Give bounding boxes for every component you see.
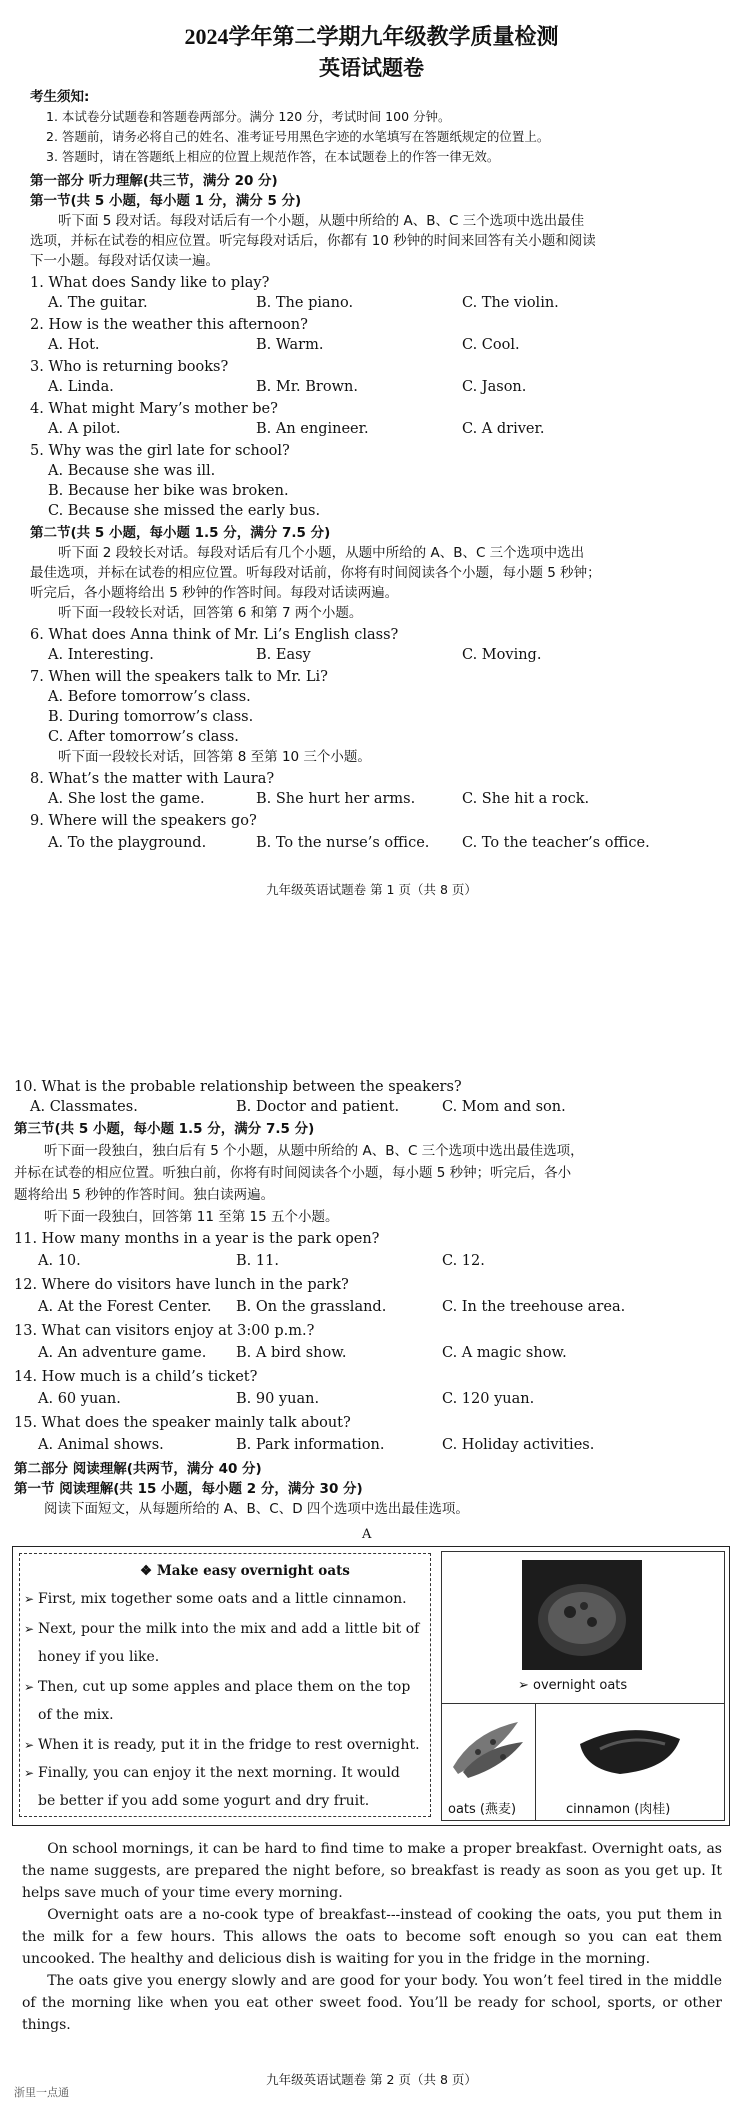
question-15: 15. What does the speaker mainly talk about? [14, 1415, 351, 1431]
recipe-step-text: Next, pour the milk into the mix and add a little bit of [38, 1621, 420, 1637]
recipe-step-text: Then, cut up some apples and place them on the top [38, 1679, 411, 1695]
option-b[interactable]: B. Warm. [256, 337, 324, 353]
recipe-step-cont: honey if you like. [38, 1649, 160, 1665]
question-6: 6. What does Anna think of Mr. Li’s English class? [30, 627, 399, 643]
question-8: 8. What’s the matter with Laura? [30, 771, 275, 787]
question-5: 5. Why was the girl late for school? [30, 443, 290, 459]
option-a[interactable]: A. A pilot. [48, 421, 121, 437]
option-b[interactable]: B. The piano. [256, 295, 354, 311]
option-c[interactable]: C. To the teacher’s office. [462, 835, 650, 851]
option-b[interactable]: B. 90 yuan. [236, 1391, 320, 1407]
option-c[interactable]: C. The violin. [462, 295, 559, 311]
overnight-oats-image-cell [441, 1551, 725, 1705]
part2-section1-title: 第一节 阅读理解(共 15 小题，每小题 2 分，满分 30 分) [14, 1481, 363, 1497]
section2-title: 第二节(共 5 小题，每小题 1.5 分，满分 7.5 分) [30, 525, 331, 541]
recipe-step-cont: be better if you add some yogurt and dry fruit. [38, 1793, 370, 1809]
diamond-icon: ❖ [140, 1563, 157, 1579]
recipe-step [24, 1620, 420, 1638]
part2-title: 第二部分 阅读理解(共两节，满分 40 分) [14, 1461, 262, 1477]
option-a[interactable]: A. To the playground. [48, 835, 207, 851]
question-1: 1. What does Sandy like to play? [30, 275, 270, 291]
option-a[interactable]: A. An adventure game. [38, 1345, 207, 1361]
question-11: 11. How many months in a year is the park open? [14, 1231, 380, 1247]
section2-subinstruction: 听下面一段较长对话，回答第 8 至第 10 三个小题。 [58, 749, 371, 765]
option-b[interactable]: B. Because her bike was broken. [48, 483, 289, 499]
option-c[interactable]: C. Because she missed the early bus. [48, 503, 321, 519]
page-footer: 九年级英语试题卷 第 1 页（共 8 页） [266, 882, 477, 897]
exam-page-2 [0, 1060, 743, 2102]
arrow-bullet-icon: ➢ [518, 1678, 534, 1693]
cinnamon-photo [570, 1714, 690, 1784]
oats-caption: oats (燕麦) [448, 1802, 517, 1817]
exam-subtitle: 英语试题卷 [319, 56, 424, 80]
option-c[interactable]: C. Mom and son. [442, 1099, 566, 1115]
notice-item: 3. 答题时，请在答题纸上相应的位置上规范作答，在本试题卷上的作答一律无效。 [46, 149, 500, 164]
passage-label: A [362, 1527, 372, 1542]
recipe-step-cont: of the mix. [38, 1707, 114, 1723]
option-b[interactable]: B. During tomorrow’s class. [48, 709, 254, 725]
option-b[interactable]: B. A bird show. [236, 1345, 347, 1361]
option-b[interactable]: B. Park information. [236, 1437, 385, 1453]
option-a[interactable]: A. Animal shows. [38, 1437, 164, 1453]
question-4: 4. What might Mary’s mother be? [30, 401, 278, 417]
part2-section1-instruction: 阅读下面短文，从每题所给的 A、B、C、D 四个选项中选出最佳选项。 [44, 1501, 469, 1517]
section2-instruction: 最佳选项，并标在试卷的相应位置。听每段对话前，你将有时间阅读各个小题，每小题 5 秒钟； [30, 565, 601, 581]
option-c[interactable]: C. She hit a rock. [462, 791, 590, 807]
question-7: 7. When will the speakers talk to Mr. Li? [30, 669, 328, 685]
option-a[interactable]: A. At the Forest Center. [38, 1299, 212, 1315]
recipe-title: Make easy overnight oats [156, 1563, 350, 1579]
option-b[interactable]: B. To the nurse’s office. [256, 835, 430, 851]
option-c[interactable]: C. A driver. [462, 421, 545, 437]
question-2: 2. How is the weather this afternoon? [30, 317, 308, 333]
option-c[interactable]: C. Moving. [462, 647, 542, 663]
section2-subinstruction: 听下面一段较长对话，回答第 6 和第 7 两个小题。 [58, 605, 363, 621]
arrow-bullet-icon: ➢ [24, 1766, 35, 1780]
section3-instruction: 并标在试卷的相应位置。听独白前，你将有时间阅读各个小题，每小题 5 秒钟；听完后，各小 [14, 1165, 572, 1181]
option-b[interactable]: B. Easy [256, 647, 311, 663]
overnight-oats-caption: overnight oats [533, 1678, 628, 1693]
option-a[interactable]: A. Hot. [48, 337, 100, 353]
option-a[interactable]: A. 60 yuan. [38, 1391, 121, 1407]
section3-instruction: 听下面一段独白，独白后有 5 个小题，从题中所给的 A、B、C 三个选项中选出最佳选项， [44, 1143, 584, 1159]
watermark: 浙里一点通 [14, 2086, 69, 2099]
page-gap [0, 1030, 743, 1060]
section1-instruction: 选项，并标在试卷的相应位置。听完每段对话后，你都有 10 秒钟的时间来回答有关小题和阅读 [30, 233, 596, 249]
option-b[interactable]: B. Doctor and patient. [236, 1099, 400, 1115]
option-a[interactable]: A. She lost the game. [48, 791, 205, 807]
question-3: 3. Who is returning books? [30, 359, 229, 375]
option-b[interactable]: B. 11. [236, 1253, 279, 1269]
question-14: 14. How much is a child’s ticket? [14, 1369, 258, 1385]
option-a[interactable]: A. Linda. [48, 379, 114, 395]
section3-instruction: 题将给出 5 秒钟的作答时间。独白读两遍。 [14, 1187, 275, 1203]
recipe-title-row [140, 1562, 350, 1580]
recipe-box [12, 1546, 730, 1826]
option-a[interactable]: A. Because she was ill. [48, 463, 216, 479]
arrow-bullet-icon: ➢ [24, 1680, 35, 1694]
section2-instruction: 听下面 2 段较长对话。每段对话后有几个小题，从题中所给的 A、B、C 三个选项中选出 [58, 545, 585, 561]
question-13: 13. What can visitors enjoy at 3:00 p.m.? [14, 1323, 315, 1339]
recipe-steps-box [19, 1553, 431, 1817]
question-10: 10. What is the probable relationship between the speakers? [14, 1079, 462, 1095]
option-a[interactable]: A. Before tomorrow’s class. [48, 689, 251, 705]
arrow-bullet-icon: ➢ [24, 1622, 35, 1636]
page-footer: 九年级英语试题卷 第 2 页（共 8 页） [266, 2072, 477, 2087]
exam-page-1 [0, 0, 743, 1030]
recipe-step [24, 1590, 407, 1608]
option-a[interactable]: A. Classmates. [30, 1099, 138, 1115]
cinnamon-caption: cinnamon (肉桂) [566, 1802, 671, 1817]
passage-paragraph: The oats give you energy slowly and are good for your body. You won’t feel tired in the middle of the morning like when you eat other sweet food. You’ll be ready for school, sports, or other things. [22, 1973, 722, 2033]
section1-instruction: 听下面 5 段对话。每段对话后有一个小题，从题中所给的 A、B、C 三个选项中选出最佳 [58, 213, 585, 229]
recipe-step-text: First, mix together some oats and a little cinnamon. [38, 1591, 407, 1607]
question-9: 9. Where will the speakers go? [30, 813, 257, 829]
question-12: 12. Where do visitors have lunch in the park? [14, 1277, 349, 1293]
arrow-bullet-icon: ➢ [24, 1738, 35, 1752]
notice-item: 1. 本试卷分试题卷和答题卷两部分。满分 120 分，考试时间 100 分钟。 [46, 109, 451, 124]
overnight-oats-caption-row [518, 1678, 627, 1693]
recipe-step [24, 1736, 420, 1754]
recipe-step [24, 1764, 400, 1782]
option-b[interactable]: B. An engineer. [256, 421, 369, 437]
part1-title: 第一部分 听力理解(共三节，满分 20 分) [30, 173, 278, 189]
section2-instruction: 听完后，各小题将给出 5 秒钟的作答时间。每段对话读两遍。 [30, 585, 399, 601]
option-c[interactable]: C. After tomorrow’s class. [48, 729, 239, 745]
oats-image-cell [441, 1703, 537, 1821]
notice-title: 考生须知: [30, 89, 90, 105]
exam-title: 2024学年第二学期九年级教学质量检测 [184, 24, 559, 49]
oats-photo [448, 1712, 528, 1782]
notice-item: 2. 答题前，请务必将自己的姓名、准考证号用黑色字迹的水笔填写在答题纸规定的位置上。 [46, 129, 550, 144]
recipe-step-text: Finally, you can enjoy it the next morning. It would [38, 1765, 400, 1781]
option-b[interactable]: B. On the grassland. [236, 1299, 387, 1315]
section3-subinstruction: 听下面一段独白，回答第 11 至第 15 五个小题。 [44, 1209, 339, 1225]
passage-paragraph: On school mornings, it can be hard to find time to make a proper breakfast. Overnight oats, as the name suggests, are prepared the night before, so breakfast is ready as soon as you get up. It helps save much of your time every morning. [22, 1841, 722, 1901]
option-b[interactable]: B. Mr. Brown. [256, 379, 358, 395]
option-c[interactable]: C. A magic show. [442, 1345, 567, 1361]
section1-instruction: 下一小题。每段对话仅读一遍。 [30, 253, 219, 269]
option-c[interactable]: C. In the treehouse area. [442, 1299, 626, 1315]
recipe-step [24, 1678, 411, 1696]
option-c[interactable]: C. Jason. [462, 379, 527, 395]
reading-passage [22, 1838, 722, 2036]
option-c[interactable]: C. 12. [442, 1253, 485, 1269]
recipe-step-text: When it is ready, put it in the fridge to rest overnight. [38, 1737, 420, 1753]
cinnamon-image-cell [535, 1703, 725, 1821]
section3-title: 第三节(共 5 小题，每小题 1.5 分，满分 7.5 分) [14, 1121, 315, 1137]
arrow-bullet-icon: ➢ [24, 1592, 35, 1606]
option-a[interactable]: A. The guitar. [48, 295, 148, 311]
section1-title: 第一节(共 5 小题，每小题 1 分，满分 5 分) [30, 193, 302, 209]
option-b[interactable]: B. She hurt her arms. [256, 791, 416, 807]
option-c[interactable]: C. 120 yuan. [442, 1391, 535, 1407]
option-c[interactable]: C. Cool. [462, 337, 520, 353]
overnight-oats-photo [522, 1560, 642, 1670]
option-c[interactable]: C. Holiday activities. [442, 1437, 595, 1453]
option-a[interactable]: A. Interesting. [48, 647, 154, 663]
option-a[interactable]: A. 10. [38, 1253, 81, 1269]
passage-paragraph: Overnight oats are a no-cook type of breakfast---instead of cooking the oats, you put them in the milk for a few hours. This allows the oats to become soft enough so you can eat them uncooked. The healthy and delicious dish is waiting for you in the fridge in the morning. [22, 1907, 722, 1967]
